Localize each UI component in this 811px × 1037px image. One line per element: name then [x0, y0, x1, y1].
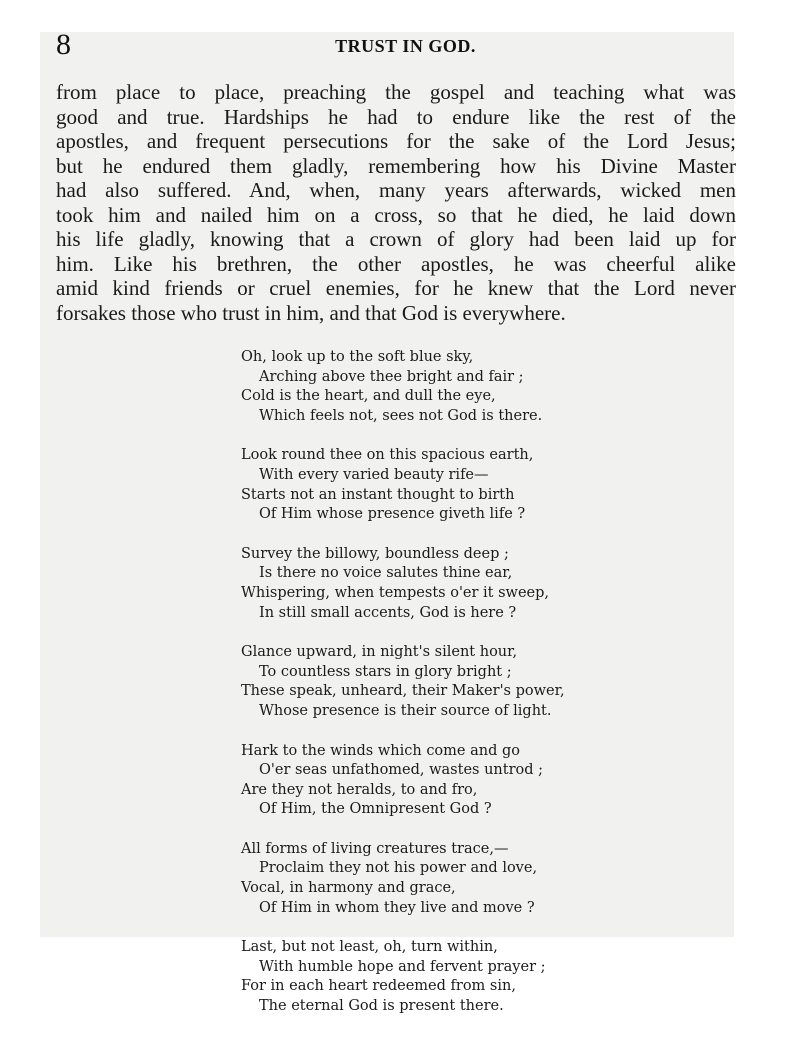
poem-verse: Hark to the winds which come and go [241, 742, 520, 759]
poem-verse: Of Him in whom they live and move ? [259, 899, 535, 916]
poem-stanza [241, 643, 621, 721]
poem-verse: Survey the billowy, boundless deep ; [241, 545, 509, 562]
prose-line: forsakes those who trust in him, and that God is everywhere. [56, 300, 566, 325]
page-number: 8 [56, 28, 71, 61]
poem-verse: Cold is the heart, and dull the eye, [241, 388, 496, 405]
poem-verse: Are they not heralds, to and fro, [241, 781, 478, 798]
poem-verse: Proclaim they not his power and love, [259, 860, 538, 877]
prose-line: from place to place, preaching the gospel and teaching what was [56, 80, 736, 104]
poem-verse: Look round thee on this spacious earth, [241, 447, 534, 464]
poem-stanza [241, 938, 621, 1016]
poem-stanza [241, 446, 621, 524]
poem-verse: Vocal, in harmony and grace, [241, 880, 456, 897]
poem-verse: In still small accents, God is here ? [259, 604, 517, 621]
running-head: TRUST IN GOD. [335, 36, 476, 56]
poem-verse: Is there no voice salutes thine ear, [259, 565, 513, 582]
poem-stanza [241, 840, 621, 918]
prose-line: him. Like his brethren, the other apostles, he was cheerful alike [56, 251, 736, 276]
poem-verse: Of Him whose presence giveth life ? [259, 506, 526, 523]
poem [241, 348, 621, 1037]
poem-verse: Starts not an instant thought to birth [241, 486, 515, 503]
poem-verse: Of Him, the Omnipresent God ? [259, 801, 492, 818]
poem-verse: Whispering, when tempests o'er it sweep, [241, 584, 550, 601]
poem-verse: Glance upward, in night's silent hour, [241, 644, 518, 661]
poem-verse: Arching above thee bright and fair ; [259, 368, 524, 385]
prose-line: took him and nailed him on a cross, so that he died, he laid down [56, 202, 736, 227]
poem-verse: All forms of living creatures trace,— [241, 840, 509, 857]
poem-stanza [241, 545, 621, 623]
poem-verse: These speak, unheard, their Maker's power, [241, 683, 565, 700]
prose-line: had also suffered. And, when, many years afterwards, wicked men [56, 178, 736, 202]
poem-verse: Whose presence is their source of light. [259, 702, 552, 719]
poem-verse: Which feels not, sees not God is there. [259, 407, 543, 424]
prose-line: good and true. Hardships he had to endure like the rest of the [56, 104, 736, 129]
poem-verse: With humble hope and fervent prayer ; [259, 958, 546, 975]
prose-paragraph [56, 80, 736, 325]
poem-verse: To countless stars in glory bright ; [259, 663, 512, 680]
poem-stanza [241, 742, 621, 820]
poem-verse: Last, but not least, oh, turn within, [241, 939, 498, 956]
prose-line: amid kind friends or cruel enemies, for he knew that the Lord never [56, 276, 736, 300]
prose-line: his life gladly, knowing that a crown of glory had been laid up for [56, 227, 736, 251]
poem-verse: For in each heart redeemed from sin, [241, 978, 516, 995]
poem-stanza [241, 348, 621, 426]
poem-verse: The eternal God is present there. [259, 998, 504, 1015]
poem-verse: Oh, look up to the soft blue sky, [241, 349, 474, 365]
poem-verse: O'er seas unfathomed, wastes untrod ; [259, 762, 544, 779]
prose-line: apostles, and frequent persecutions for the sake of the Lord Jesus; [56, 129, 736, 153]
poem-verse: With every varied beauty rife— [259, 466, 489, 483]
prose-line: but he endured them gladly, remembering how his Divine Master [56, 153, 736, 178]
